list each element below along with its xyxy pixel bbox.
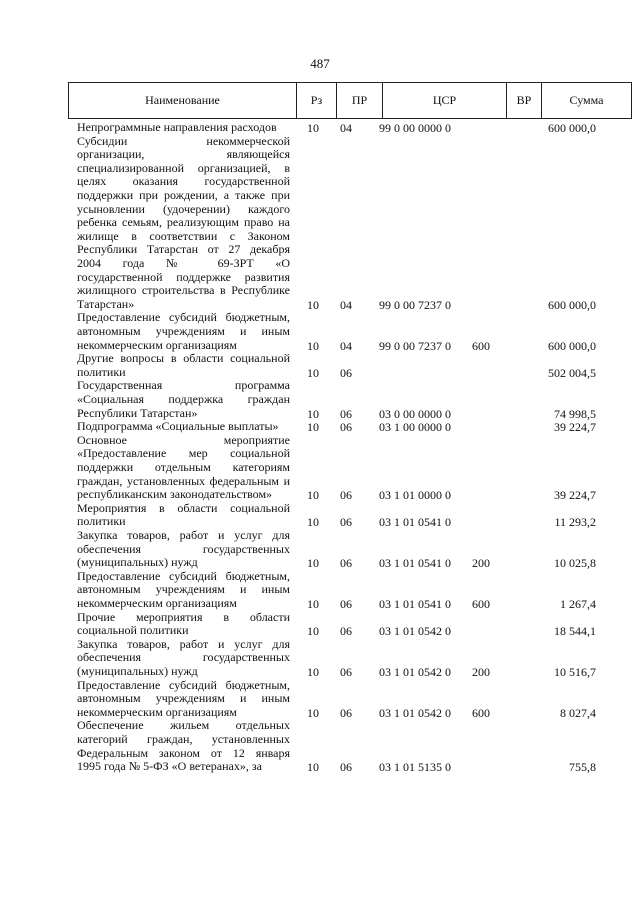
header-vr: ВР — [507, 83, 542, 118]
row-name-line: обеспечения государственных — [77, 541, 290, 556]
row-sum: 600 000,0 — [548, 338, 596, 353]
row-rz: 10 — [307, 515, 319, 530]
row-name-line: Республики Татарстан» — [77, 405, 198, 420]
row-name-line: Основное мероприятие — [77, 432, 290, 447]
row-name — [77, 529, 290, 570]
row-rz: 10 — [307, 488, 319, 503]
row-name-line: Другие вопросы в области социальной — [77, 351, 290, 366]
row-name — [77, 638, 290, 679]
row-name-line: Республики Татарстан от 27 декабря — [77, 242, 290, 257]
row-pr: 04 — [340, 338, 352, 353]
row-name-line: автономным учреждениям и иным — [77, 582, 290, 597]
row-pr: 06 — [340, 365, 352, 380]
header-sum: Сумма — [569, 93, 604, 107]
row-name-line: категорий граждан, установленных — [77, 731, 290, 746]
row-pr: 06 — [340, 624, 352, 639]
row-name-line: Предоставление субсидий бюджетным, — [77, 677, 290, 692]
row-name-line: некоммерческим организациям — [77, 704, 237, 719]
row-name-line: автономным учреждениям и иным — [77, 691, 290, 706]
row-rz: 10 — [307, 406, 319, 421]
row-sum: 39 224,7 — [554, 488, 596, 503]
row-sum: 600 000,0 — [548, 297, 596, 312]
row-name-line: Субсидии некоммерческой — [77, 133, 290, 148]
row-name — [77, 420, 290, 434]
row-name-line: организации, являющейся — [77, 147, 290, 162]
row-name-line: Непрограммные направления расходов — [77, 120, 277, 134]
row-name-line: 2004 года № 69-ЗРТ «О — [77, 255, 290, 270]
row-name-line: автономным учреждениям и иным — [77, 323, 290, 338]
row-name-line: некоммерческим организациям — [77, 595, 237, 610]
row-name — [77, 570, 290, 611]
row-name-line: граждан, установленных федеральным и — [77, 473, 290, 488]
row-name-line: Обеспечение жильем отдельных — [77, 718, 290, 733]
row-rz: 10 — [307, 624, 319, 639]
row-csr: 03 1 01 0542 0 — [379, 664, 451, 679]
row-vr: 600 — [472, 596, 490, 611]
row-sum: 600 000,0 — [548, 121, 596, 135]
row-sum: 10 025,8 — [554, 556, 596, 571]
row-name-line: государственной поддержке развития — [77, 269, 290, 284]
row-sum: 39 224,7 — [554, 420, 596, 435]
row-name-line: «Социальная поддержка граждан — [77, 391, 290, 406]
row-name-line: жилище в соответствии с Законом — [77, 228, 290, 243]
row-name-line: Закупка товаров, работ и услуг для — [77, 528, 290, 542]
row-name-line: поддержки при рождении, а также при — [77, 187, 290, 202]
row-name-line: социальной политики — [77, 623, 189, 638]
row-name-line: политики — [77, 364, 126, 379]
row-csr: 03 1 01 0541 0 — [379, 556, 451, 571]
row-vr: 600 — [472, 338, 490, 353]
row-name-line: «Предоставление мер социальной — [77, 446, 290, 461]
row-name-line: Предоставление субсидий бюджетным, — [77, 568, 290, 583]
row-name-line: некоммерческим организациям — [77, 337, 237, 352]
row-csr: 03 1 01 0000 0 — [379, 488, 451, 503]
row-sum: 755,8 — [569, 760, 596, 775]
row-sum: 10 516,7 — [554, 664, 596, 679]
row-rz: 10 — [307, 121, 319, 135]
header-csr: ЦСР — [383, 83, 507, 118]
row-pr: 06 — [340, 420, 352, 435]
page-number: 487 — [310, 56, 330, 71]
row-name — [77, 719, 290, 773]
row-name — [77, 379, 290, 420]
header-rz: Рз — [297, 83, 337, 118]
row-name-line: Закупка товаров, работ и услуг для — [77, 636, 290, 651]
row-rz: 10 — [307, 556, 319, 571]
row-name — [77, 135, 290, 312]
row-name-line: Мероприятия в области социальной — [77, 500, 290, 515]
row-name-line: 1995 года № 5-ФЗ «О ветеранах», за — [77, 759, 262, 774]
row-name-line: целях оказания государственной — [77, 174, 290, 189]
row-name — [77, 611, 290, 638]
row-sum: 502 004,5 — [548, 365, 596, 380]
row-name-line: Федеральным законом от 12 января — [77, 745, 290, 760]
row-rz: 10 — [307, 705, 319, 720]
row-pr: 04 — [340, 121, 352, 135]
row-csr: 99 0 00 7237 0 — [379, 297, 451, 312]
row-csr: 03 1 01 0541 0 — [379, 515, 451, 530]
row-name-line: ребенка семьям, реализующим право на — [77, 215, 290, 230]
row-name-line: Татарстан» — [77, 296, 135, 311]
row-vr: 200 — [472, 556, 490, 571]
row-pr: 06 — [340, 556, 352, 571]
row-pr: 06 — [340, 705, 352, 720]
row-sum: 8 027,4 — [560, 705, 596, 720]
row-name-line: (муниципальных) нужд — [77, 663, 198, 678]
header-pr: ПР — [337, 83, 383, 118]
row-csr: 99 0 00 0000 0 — [379, 121, 451, 135]
row-csr: 03 1 01 5135 0 — [379, 760, 451, 775]
row-name-line: (муниципальных) нужд — [77, 555, 198, 570]
row-name-line: Предоставление субсидий бюджетным, — [77, 310, 290, 325]
row-rz: 10 — [307, 338, 319, 353]
row-rz: 10 — [307, 664, 319, 679]
row-sum: 74 998,5 — [554, 406, 596, 421]
row-vr: 200 — [472, 664, 490, 679]
row-rz: 10 — [307, 420, 319, 435]
row-name-line: обеспечения государственных — [77, 650, 290, 665]
row-name-line: Прочие мероприятия в области — [77, 609, 290, 624]
row-csr: 03 1 01 0542 0 — [379, 705, 451, 720]
row-name-line: жилищного строительства в Республике — [77, 283, 290, 298]
row-name — [77, 434, 290, 502]
row-name-line: Подпрограмма «Социальные выплаты» — [77, 419, 279, 434]
row-sum: 1 267,4 — [560, 596, 596, 611]
row-csr: 03 1 01 0541 0 — [379, 596, 451, 611]
row-name-line: специализированной организацией, в — [77, 160, 290, 175]
row-pr: 06 — [340, 406, 352, 421]
row-rz: 10 — [307, 760, 319, 775]
row-name — [77, 679, 290, 720]
row-csr: 03 0 00 0000 0 — [379, 406, 451, 421]
row-name-line: усыновлении (удочерении) каждого — [77, 201, 290, 216]
row-pr: 06 — [340, 596, 352, 611]
row-pr: 06 — [340, 760, 352, 775]
row-name-line: республиканским законодательством» — [77, 487, 273, 502]
row-vr: 600 — [472, 705, 490, 720]
row-name — [77, 311, 290, 352]
row-name — [77, 502, 290, 529]
header-name: Наименование — [69, 83, 297, 118]
row-pr: 06 — [340, 515, 352, 530]
row-rz: 10 — [307, 596, 319, 611]
row-name — [77, 352, 290, 379]
row-sum: 18 544,1 — [554, 624, 596, 639]
row-pr: 06 — [340, 664, 352, 679]
row-csr: 03 1 01 0542 0 — [379, 624, 451, 639]
row-csr: 03 1 00 0000 0 — [379, 420, 451, 435]
row-rz: 10 — [307, 365, 319, 380]
row-rz: 10 — [307, 297, 319, 312]
table-header — [68, 82, 632, 119]
row-csr: 99 0 00 7237 0 — [379, 338, 451, 353]
row-pr: 04 — [340, 297, 352, 312]
row-pr: 06 — [340, 488, 352, 503]
row-name-line: политики — [77, 514, 126, 529]
row-name-line: поддержки отдельным категориям — [77, 459, 290, 474]
row-sum: 11 293,2 — [554, 515, 596, 530]
row-name — [77, 121, 290, 135]
row-name-line: Государственная программа — [77, 378, 290, 393]
